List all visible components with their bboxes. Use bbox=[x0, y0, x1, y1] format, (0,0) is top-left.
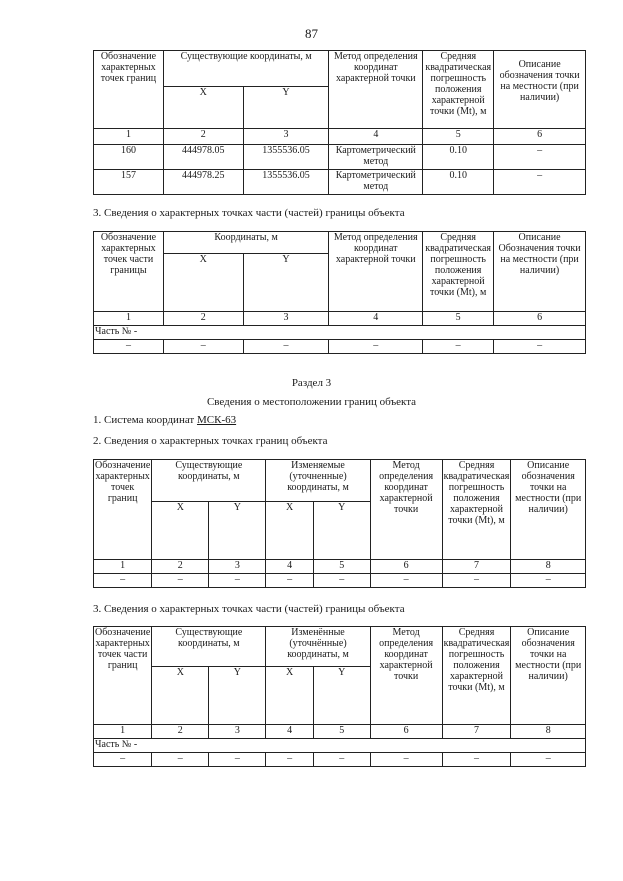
cell: – bbox=[442, 574, 511, 588]
header-existing-coordinates: Существующие координаты, м bbox=[163, 51, 328, 87]
column-number: 3 bbox=[243, 312, 329, 326]
header-x: X bbox=[266, 667, 313, 725]
section-subheading: 3. Сведения о характерных точках части (частей) границы объекта bbox=[93, 207, 405, 219]
cell: – bbox=[266, 753, 313, 767]
section-subheading: 3. Сведения о характерных точках части (частей) границы объекта bbox=[93, 603, 405, 615]
cell: – bbox=[243, 340, 329, 354]
column-number: 4 bbox=[329, 312, 423, 326]
column-number: 5 bbox=[423, 312, 494, 326]
column-number: 4 bbox=[266, 560, 313, 574]
cell: 1355536.05 bbox=[243, 170, 329, 195]
section3-boundary-points-table bbox=[93, 459, 586, 588]
column-number: 7 bbox=[442, 725, 511, 739]
cell: Картометрический метод bbox=[329, 145, 423, 170]
header-x: X bbox=[163, 254, 243, 312]
cell: – bbox=[511, 574, 586, 588]
section-subheading: 2. Сведения о характерных точках границ объекта bbox=[93, 435, 328, 447]
header-y: Y bbox=[209, 667, 266, 725]
table-row bbox=[94, 170, 586, 195]
cell: 157 bbox=[94, 170, 164, 195]
header-x: X bbox=[152, 667, 209, 725]
column-number: 1 bbox=[94, 560, 152, 574]
column-number: 7 bbox=[442, 560, 511, 574]
column-number: 4 bbox=[329, 129, 423, 145]
header-method: Метод определения координат характерной точки bbox=[329, 51, 423, 129]
column-number: 1 bbox=[94, 312, 164, 326]
header-y: Y bbox=[243, 87, 329, 129]
header-method: Метод определения координат характерной точки bbox=[329, 232, 423, 312]
column-number: 8 bbox=[511, 725, 586, 739]
header-method: Метод определения координат характерной точки bbox=[370, 627, 442, 725]
cell: – bbox=[423, 340, 494, 354]
column-number: 2 bbox=[163, 312, 243, 326]
column-number: 3 bbox=[209, 560, 266, 574]
header-y: Y bbox=[313, 502, 370, 560]
header-x: X bbox=[163, 87, 243, 129]
column-number: 5 bbox=[313, 560, 370, 574]
header-y: Y bbox=[313, 667, 370, 725]
header-existing-coordinates: Существующие координаты, м bbox=[152, 627, 266, 667]
cell: 0.10 bbox=[423, 170, 494, 195]
cell: 1355536.05 bbox=[243, 145, 329, 170]
table-row bbox=[94, 753, 586, 767]
column-number: 5 bbox=[313, 725, 370, 739]
part-label: Часть № - bbox=[94, 739, 586, 753]
header-point-designation: Обозначение характерных точек границ bbox=[94, 460, 152, 560]
coordinate-system bbox=[93, 414, 236, 426]
header-y: Y bbox=[209, 502, 266, 560]
column-number: 6 bbox=[494, 312, 586, 326]
cell: – bbox=[94, 574, 152, 588]
boundary-points-table bbox=[93, 50, 586, 195]
cell: – bbox=[494, 340, 586, 354]
cell: – bbox=[94, 340, 164, 354]
column-number: 3 bbox=[243, 129, 329, 145]
cell: – bbox=[152, 753, 209, 767]
header-error: Средняя квадратическая погрешность положения характерной точки (Mt), м bbox=[442, 627, 511, 725]
cell: 160 bbox=[94, 145, 164, 170]
part-boundary-points-table bbox=[93, 231, 586, 354]
header-method: Метод определения координат характерной точки bbox=[370, 460, 442, 560]
section-heading: Раздел 3 bbox=[291, 377, 332, 389]
header-x: X bbox=[266, 502, 313, 560]
cell: – bbox=[209, 574, 266, 588]
column-number: 6 bbox=[494, 129, 586, 145]
header-changed-coordinates: Изменённые (уточнённые) координаты, м bbox=[266, 627, 370, 667]
cell: – bbox=[94, 753, 152, 767]
cell: – bbox=[313, 574, 370, 588]
header-existing-coordinates: Существующие координаты, м bbox=[152, 460, 266, 502]
table-row bbox=[94, 574, 586, 588]
coordinate-system-value: МСК-63 bbox=[196, 414, 237, 426]
cell: – bbox=[209, 753, 266, 767]
header-coordinates: Координаты, м bbox=[163, 232, 328, 254]
cell: – bbox=[494, 170, 586, 195]
cell: 0.10 bbox=[423, 145, 494, 170]
header-point-designation: Обозначение характерных точек границ bbox=[94, 51, 164, 129]
cell: – bbox=[329, 340, 423, 354]
header-error: Средняя квадратическая погрешность положения характерной точки (Mt), м bbox=[442, 460, 511, 560]
column-number: 1 bbox=[94, 129, 164, 145]
header-y: Y bbox=[243, 254, 329, 312]
part-label: Часть № - bbox=[94, 326, 586, 340]
coordinate-system-label: 1. Система координат bbox=[93, 414, 195, 426]
cell: – bbox=[370, 574, 442, 588]
cell: – bbox=[313, 753, 370, 767]
cell: 444978.05 bbox=[163, 145, 243, 170]
header-description: Описание обозначения точки на местности (при наличии) bbox=[511, 460, 586, 560]
cell: – bbox=[370, 753, 442, 767]
column-number: 1 bbox=[94, 725, 152, 739]
column-number: 6 bbox=[370, 560, 442, 574]
column-number: 6 bbox=[370, 725, 442, 739]
header-description: Описание обозначения точки на местности (при наличии) bbox=[494, 51, 586, 129]
page-number: 87 bbox=[305, 26, 318, 41]
column-number: 2 bbox=[163, 129, 243, 145]
column-number: 2 bbox=[152, 725, 209, 739]
cell: – bbox=[152, 574, 209, 588]
header-error: Средняя квадратическая погрешность положения характерной точки (Mt), м bbox=[423, 51, 494, 129]
section3-part-boundary-points-table bbox=[93, 626, 586, 767]
header-point-designation: Обозначение характерных точек части границ bbox=[94, 627, 152, 725]
cell: – bbox=[163, 340, 243, 354]
header-x: X bbox=[152, 502, 209, 560]
column-number: 5 bbox=[423, 129, 494, 145]
header-error: Средняя квадратическая погрешность положения характерной точки (Mt), м bbox=[423, 232, 494, 312]
cell: – bbox=[266, 574, 313, 588]
section-title: Сведения о местоположении границ объекта bbox=[206, 396, 417, 408]
cell: – bbox=[494, 145, 586, 170]
cell: – bbox=[511, 753, 586, 767]
column-number: 8 bbox=[511, 560, 586, 574]
header-description: Описание обозначения точки на местности (при наличии) bbox=[511, 627, 586, 725]
column-number: 2 bbox=[152, 560, 209, 574]
table-row bbox=[94, 340, 586, 354]
column-number: 4 bbox=[266, 725, 313, 739]
cell: 444978.25 bbox=[163, 170, 243, 195]
table-row bbox=[94, 145, 586, 170]
header-description: Описание Обозначения точки на местности (при наличии) bbox=[494, 232, 586, 312]
cell: Картометрический метод bbox=[329, 170, 423, 195]
header-point-designation: Обозначение характерных точек части границы bbox=[94, 232, 164, 312]
cell: – bbox=[442, 753, 511, 767]
header-changed-coordinates: Изменяемые (уточненные) координаты, м bbox=[266, 460, 370, 502]
column-number: 3 bbox=[209, 725, 266, 739]
